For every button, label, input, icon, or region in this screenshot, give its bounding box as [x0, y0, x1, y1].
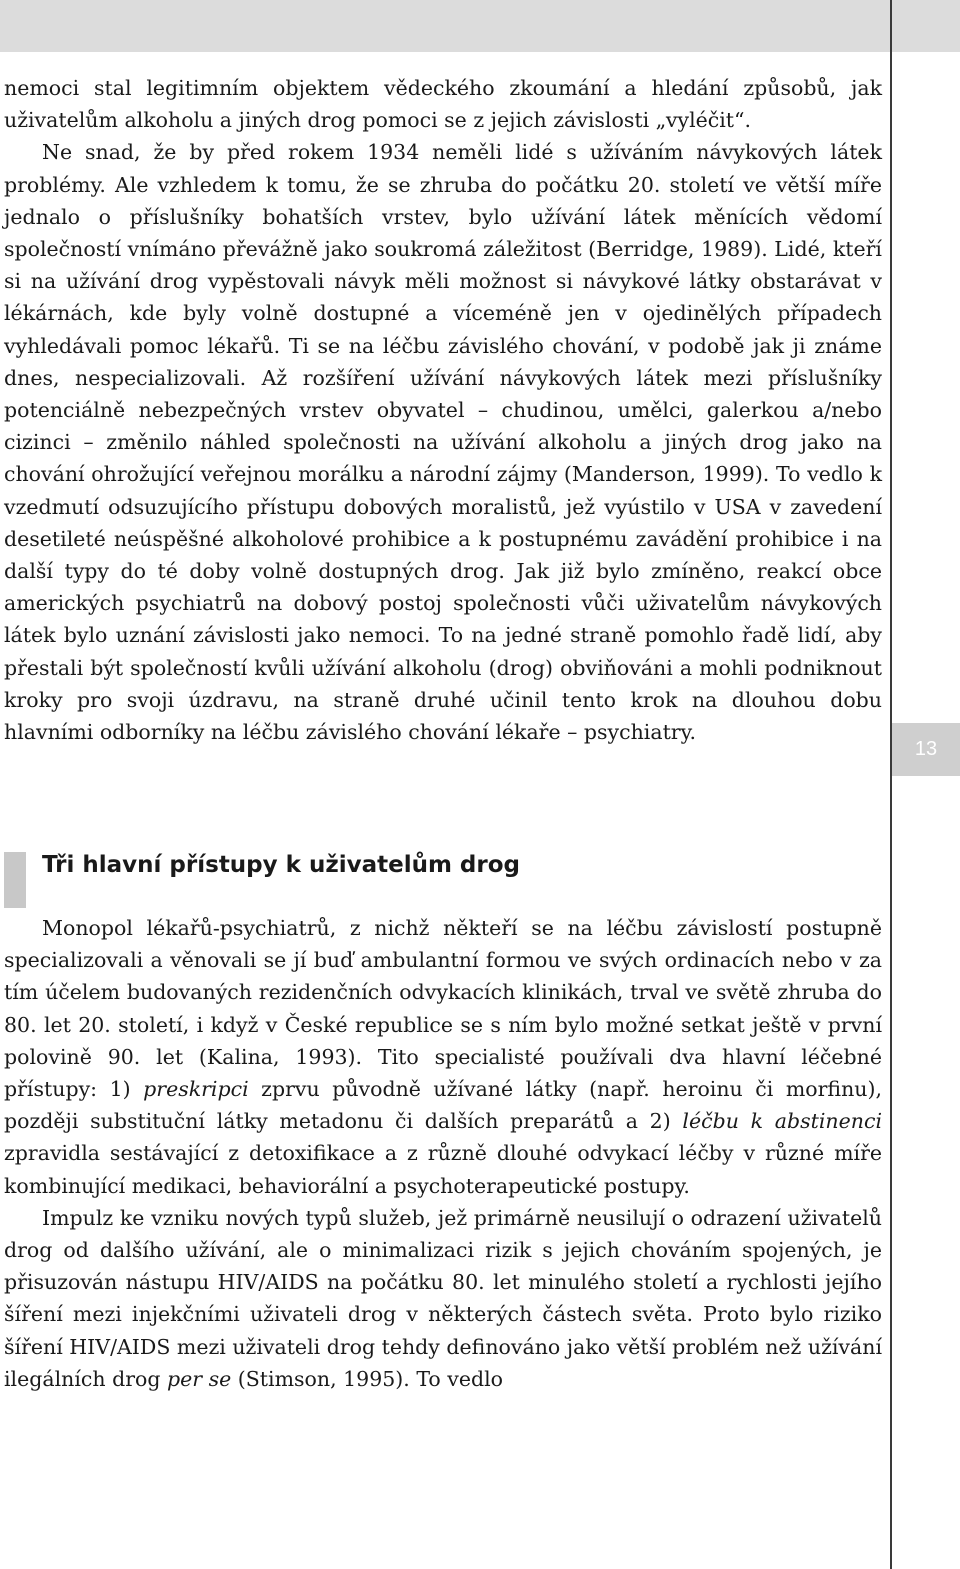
paragraph	[4, 912, 882, 1202]
page-number-tab	[892, 723, 960, 776]
text-run: zprvu původně užívané látky (např. heroinu či morfinu), později substituční látky metadonu či dalších preparátů a 2)	[4, 1077, 883, 1134]
text-run: (Stimson, 1995). To vedlo	[231, 1366, 504, 1391]
emphasis: per se	[167, 1366, 232, 1391]
text-run: Monopol lékařů-psychiatrů, z nichž někteří se na léčbu závislostí postupně specializovali a věnovali se jí buď ambulantní formou ve svých ordinacích nebo v za tím účelem budovaných rezidenčních odvykacích klinikách, trval ve světě zhruba do 80. let 20. století, i když v České republice se s ním bylo možné setkat ještě v první polovině 90. let (Kalina, 1993). Tito specialisté používali dva hlavní léčebné přístupy: 1)	[4, 916, 882, 1102]
paragraph	[4, 1202, 882, 1395]
paragraph: Ne snad, že by před rokem 1934 neměli lidé s užíváním návykových látek problémy. Ale vzhledem k tomu, že se zhruba do počátku 20. století ve větší míře jednalo o příslušníky bohatších vrstev, bylo užívání látek měnících vědomí společností vnímáno převážně jako soukromá záležitost (Berridge, 1989). Lidé, kteří si na užívání drog vypěstovali návyk měli možnost si návykové látky obstarávat v lékárnách, kde byly volně dostupné a víceméně jen v ojedinělých případech vyhledávali pomoc lékařů. Ti se na léčbu závislého chování, v podobě jak ji známe dnes, nespecializovali. Až rozšíření užívání návykových látek mezi příslušníky potenciálně nebezpečných vrstev obyvatel – chudinou, umělci, galerkou a/nebo cizinci – změnilo náhled společnosti na užívání alkoholu a jiných drog jako na chování ohrožující veřejnou morálku a národní zájmy (Manderson, 1999). To vedlo k vzedmutí odsuzujícího přístupu dobových moralistů, jež vyústilo v USA v zavedení desetileté neúspěšné alkoholové prohibice a k postupnému zavádění prohibice i na další typy do té doby volně dostupných drog. Jak již bylo zmíněno, reakcí obce amerických psychiatrů na dobový postoj společnosti vůči uživatelům návykových látek bylo uznání závislosti jako nemoci. To na jedné straně pomohlo řadě lidí, aby přestali být společností kvůli užívání alkoholu (drog) obviňováni a mohli podniknout kroky pro svoji úzdravu, na straně druhé učinil tento krok na dlouhou dobu hlavními odborníky na léčbu závislého chování lékaře – psychiatry.	[4, 140, 882, 745]
heading-marker	[4, 852, 26, 908]
body-text-bottom	[4, 912, 882, 1395]
section-title: Tři hlavní přístupy k uživatelům drog	[42, 852, 521, 878]
margin-rule	[890, 0, 892, 1569]
header-band-margin	[892, 0, 960, 52]
page-number: 13	[914, 738, 938, 760]
section-heading	[4, 852, 884, 908]
text-run: zpravidla sestávající z detoxifikace a z různě dlouhé odvykací léčby v různé míře kombinující medikaci, behaviorální a psychoterapeutické postupy.	[4, 1141, 882, 1198]
emphasis: léčbu k abstinenci	[682, 1109, 882, 1134]
emphasis: preskripci	[143, 1077, 249, 1102]
text-run: Impulz ke vzniku nových typů služeb, jež primárně neusilují o odrazení uživatelů drog od dalšího užívání, ale o minimalizaci rizik s jejich chováním spojených, je přisuzován nástupu HIV/AIDS na počátku 80. let minulého století a rychlosti jejího šíření mezi injekčními uživateli drog v některých částech světa. Proto bylo riziko šíření HIV/AIDS mezi uživateli drog tehdy definováno jako větší problém než užívání ilegálních drog	[4, 1205, 882, 1391]
body-text-top	[4, 72, 882, 748]
header-band	[0, 0, 890, 52]
paragraph: nemoci stal legitimním objektem vědeckého zkoumání a hledání způsobů, jak uživatelům alkoholu a jiných drog pomoci se z jejich závislosti „vyléčit“.	[4, 76, 882, 133]
